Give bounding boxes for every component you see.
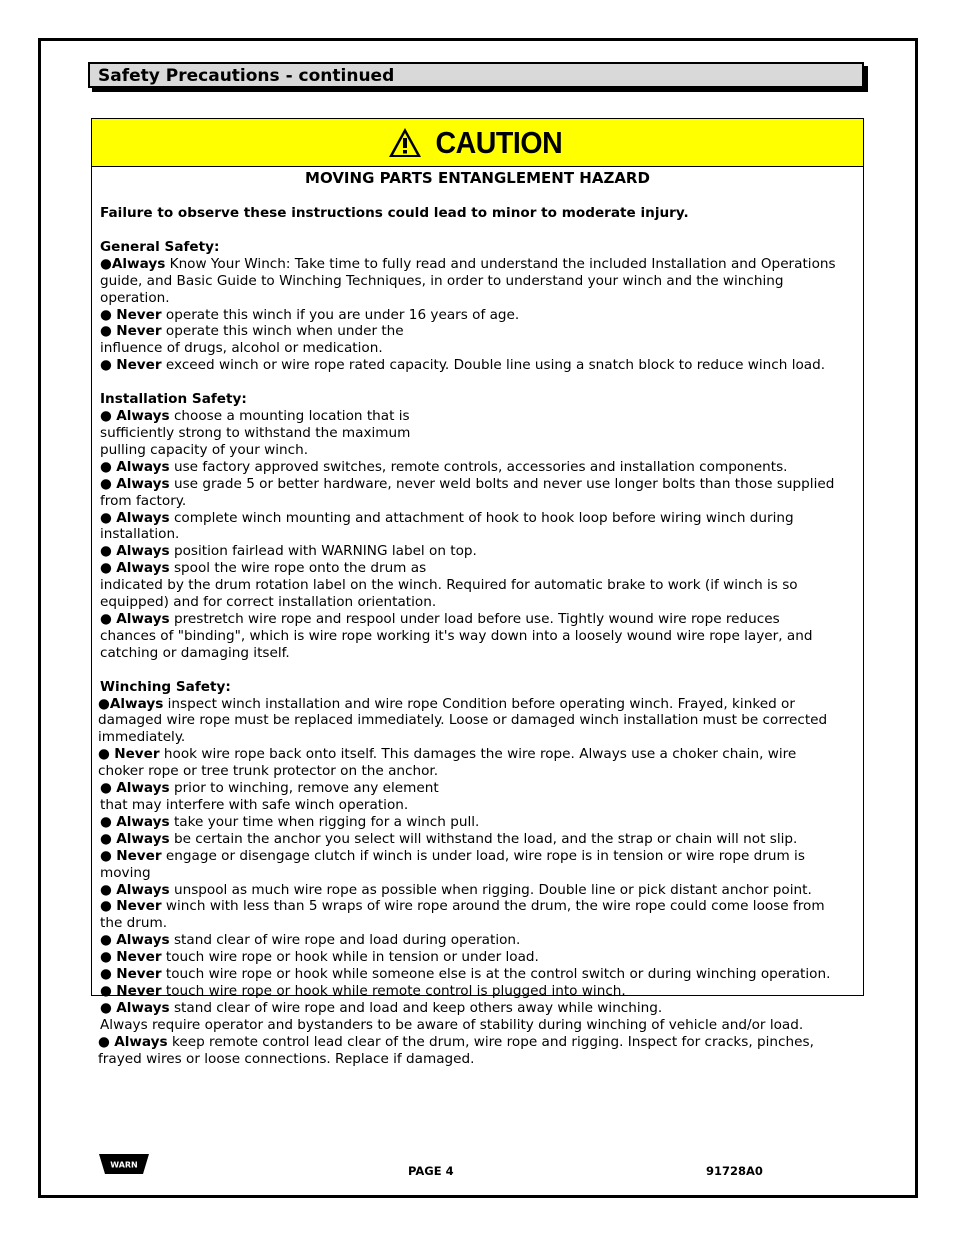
safety-item	[100, 966, 839, 983]
bullet: ●	[100, 999, 117, 1016]
safety-item-continuation: influence of drugs, alcohol or medication.	[100, 340, 383, 357]
installation-safety-heading: Installation Safety:	[100, 391, 247, 408]
safety-keyword: Never	[114, 746, 160, 763]
safety-text: keep remote control lead clear of the drum, wire rope and rigging. Inspect for cracks, pinches, frayed wires or loose connections. Replace if damaged.	[98, 1033, 814, 1067]
safety-text: Always require operator and bystanders to be aware of stability during winching of vehicle and/or load.	[100, 1016, 804, 1033]
safety-keyword: Always	[116, 509, 170, 526]
safety-text: stand clear of wire rope and load during operation.	[169, 932, 521, 949]
bullet: ●	[100, 813, 117, 830]
general-safety-list	[100, 256, 839, 374]
safety-item	[100, 898, 839, 932]
warning-statement: Failure to observe these instructions could lead to minor to moderate injury.	[100, 205, 689, 221]
safety-item	[100, 611, 839, 662]
safety-text: touch wire rope or hook while remote control is plugged into winch.	[161, 982, 626, 999]
safety-text: Know Your Winch: Take time to fully read and understand the included Installation and Operations guide, and Basic Guide to Winching Techniques, in order to understand your winch and the winching operation.	[100, 255, 836, 306]
safety-text: engage or disengage clutch if winch is under load, wire rope is in tension or wire rope drum is moving	[100, 847, 805, 881]
warning-triangle-icon	[388, 127, 422, 158]
safety-item	[98, 746, 839, 780]
bullet: ●	[100, 898, 117, 915]
safety-keyword: Always	[111, 255, 166, 272]
safety-text: touch wire rope or hook while someone else is at the control switch or during winching operation.	[161, 966, 831, 983]
safety-item	[100, 983, 839, 1000]
safety-keyword: Always	[116, 830, 170, 847]
bullet: ●	[100, 932, 117, 949]
safety-item	[100, 323, 839, 340]
general-safety-heading: General Safety:	[100, 238, 220, 255]
safety-item	[100, 476, 839, 510]
bullet: ●	[100, 543, 117, 560]
safety-keyword: Always	[116, 543, 170, 560]
bullet: ●	[100, 966, 117, 983]
warn-logo-text: WARN	[110, 1160, 138, 1170]
safety-keyword: Never	[116, 898, 162, 915]
safety-item	[100, 307, 839, 324]
bullet: ●	[100, 458, 117, 475]
bullet: ●	[98, 746, 115, 763]
bullet: ●	[100, 255, 112, 272]
safety-keyword: Never	[116, 949, 162, 966]
safety-text: prior to winching, remove any element	[169, 780, 439, 797]
caution-banner	[92, 119, 863, 167]
safety-item	[100, 848, 839, 882]
safety-text: use grade 5 or better hardware, never weld bolts and never use longer bolts than those supplied from factory.	[100, 475, 835, 509]
safety-text: unspool as much wire rope as possible when rigging. Double line or pick distant anchor point.	[169, 881, 812, 898]
section-title: Safety Precautions - continued	[98, 66, 395, 86]
safety-text: take your time when rigging for a winch pull.	[169, 813, 480, 830]
safety-item	[100, 932, 839, 949]
safety-keyword: Always	[116, 881, 170, 898]
caution-content	[100, 205, 839, 1068]
safety-item	[100, 510, 839, 544]
safety-keyword: Never	[116, 323, 162, 340]
winching-safety-list	[100, 696, 839, 1068]
page-number: PAGE 4	[408, 1164, 454, 1178]
safety-keyword: Never	[116, 966, 162, 983]
safety-keyword: Always	[116, 999, 170, 1016]
safety-text: use factory approved switches, remote controls, accessories and installation components.	[169, 458, 788, 475]
safety-text: winch with less than 5 wraps of wire rope around the drum, the wire rope could come loose from the drum.	[100, 898, 825, 932]
safety-item	[100, 560, 839, 577]
hazard-title: MOVING PARTS ENTANGLEMENT HAZARD	[305, 169, 650, 187]
safety-keyword: Never	[116, 357, 162, 374]
safety-item-continuation: pulling capacity of your winch.	[100, 441, 309, 458]
bullet: ●	[100, 475, 117, 492]
safety-text: exceed winch or wire rope rated capacity. Double line using a snatch block to reduce winch load.	[161, 357, 826, 374]
safety-item	[100, 543, 839, 560]
safety-text: spool the wire rope onto the drum as	[169, 560, 427, 577]
safety-item	[100, 256, 839, 307]
document-code: 91728A0	[706, 1164, 763, 1178]
winching-safety-heading: Winching Safety:	[100, 678, 231, 695]
safety-text: choose a mounting location that is	[169, 408, 410, 425]
bullet: ●	[100, 306, 117, 323]
safety-text: complete winch mounting and attachment of hook to hook loop before wiring winch during installation.	[100, 509, 794, 543]
installation-safety-list	[100, 408, 839, 662]
safety-item	[100, 949, 839, 966]
bullet: ●	[100, 982, 117, 999]
safety-item-continuation: indicated by the drum rotation label on the winch. Required for automatic brake to work (if winch is so equipped) and for correct installation orientation.	[100, 577, 798, 611]
bullet: ●	[100, 560, 117, 577]
safety-text: hook wire rope back onto itself. This damages the wire rope. Always use a choker chain, wire choker rope or tree trunk protector on the anchor.	[98, 746, 797, 780]
safety-item	[100, 780, 839, 797]
bullet: ●	[100, 949, 117, 966]
bullet: ●	[100, 881, 117, 898]
safety-keyword: Always	[114, 1033, 168, 1050]
safety-keyword: Always	[116, 780, 170, 797]
safety-keyword: Always	[116, 813, 170, 830]
safety-keyword: Always	[116, 408, 170, 425]
safety-text: be certain the anchor you select will withstand the load, and the strap or chain will not slip.	[169, 830, 798, 847]
bullet: ●	[100, 323, 117, 340]
safety-text: inspect winch installation and wire rope Condition before operating winch. Frayed, kinked or damaged wire rope must be replaced immediately. Loose or damaged winch installation must be corrected immediately.	[98, 695, 828, 746]
bullet: ●	[100, 509, 117, 526]
safety-text: position fairlead with WARNING label on top.	[169, 543, 477, 560]
safety-keyword: Always	[116, 458, 170, 475]
caution-label: CAUTION	[435, 124, 562, 160]
safety-item	[100, 882, 839, 899]
safety-item	[100, 459, 839, 476]
bullet: ●	[98, 1033, 115, 1050]
safety-text: operate this winch when under the	[161, 323, 404, 340]
safety-keyword: Never	[116, 982, 162, 999]
bullet: ●	[100, 780, 117, 797]
safety-keyword: Always	[109, 695, 164, 712]
bullet: ●	[100, 847, 117, 864]
safety-item-continuation: sufficiently strong to withstand the maximum	[100, 424, 411, 441]
section-header	[88, 62, 864, 88]
safety-item-continuation: that may interfere with safe winch operation.	[100, 797, 409, 813]
safety-item	[100, 831, 839, 848]
safety-keyword: Always	[116, 932, 170, 949]
safety-text: operate this winch if you are under 16 years of age.	[161, 306, 520, 323]
safety-item	[100, 1017, 839, 1034]
bullet: ●	[100, 408, 117, 425]
safety-item	[100, 814, 839, 831]
safety-text: prestretch wire rope and respool under load before use. Tightly wound wire rope reduces chances of "binding", which is wire rope working it's way down into a loosely wound wire rope layer, and catching or damaging itself.	[100, 610, 813, 661]
safety-keyword: Always	[116, 560, 170, 577]
bullet: ●	[100, 357, 117, 374]
safety-text: stand clear of wire rope and load and keep others away while winching.	[169, 999, 663, 1016]
safety-keyword: Never	[116, 306, 162, 323]
bullet: ●	[100, 610, 117, 627]
safety-item	[98, 696, 839, 747]
safety-item	[100, 408, 839, 425]
safety-item	[100, 357, 839, 374]
caution-box	[91, 118, 864, 1067]
bullet: ●	[100, 830, 117, 847]
safety-keyword: Always	[116, 610, 170, 627]
safety-item	[100, 1000, 839, 1017]
bullet: ●	[98, 695, 110, 712]
safety-keyword: Always	[116, 475, 170, 492]
safety-text: touch wire rope or hook while in tension or under load.	[161, 949, 539, 966]
safety-keyword: Never	[116, 847, 162, 864]
safety-item	[98, 1034, 839, 1068]
warn-logo	[99, 1154, 149, 1174]
